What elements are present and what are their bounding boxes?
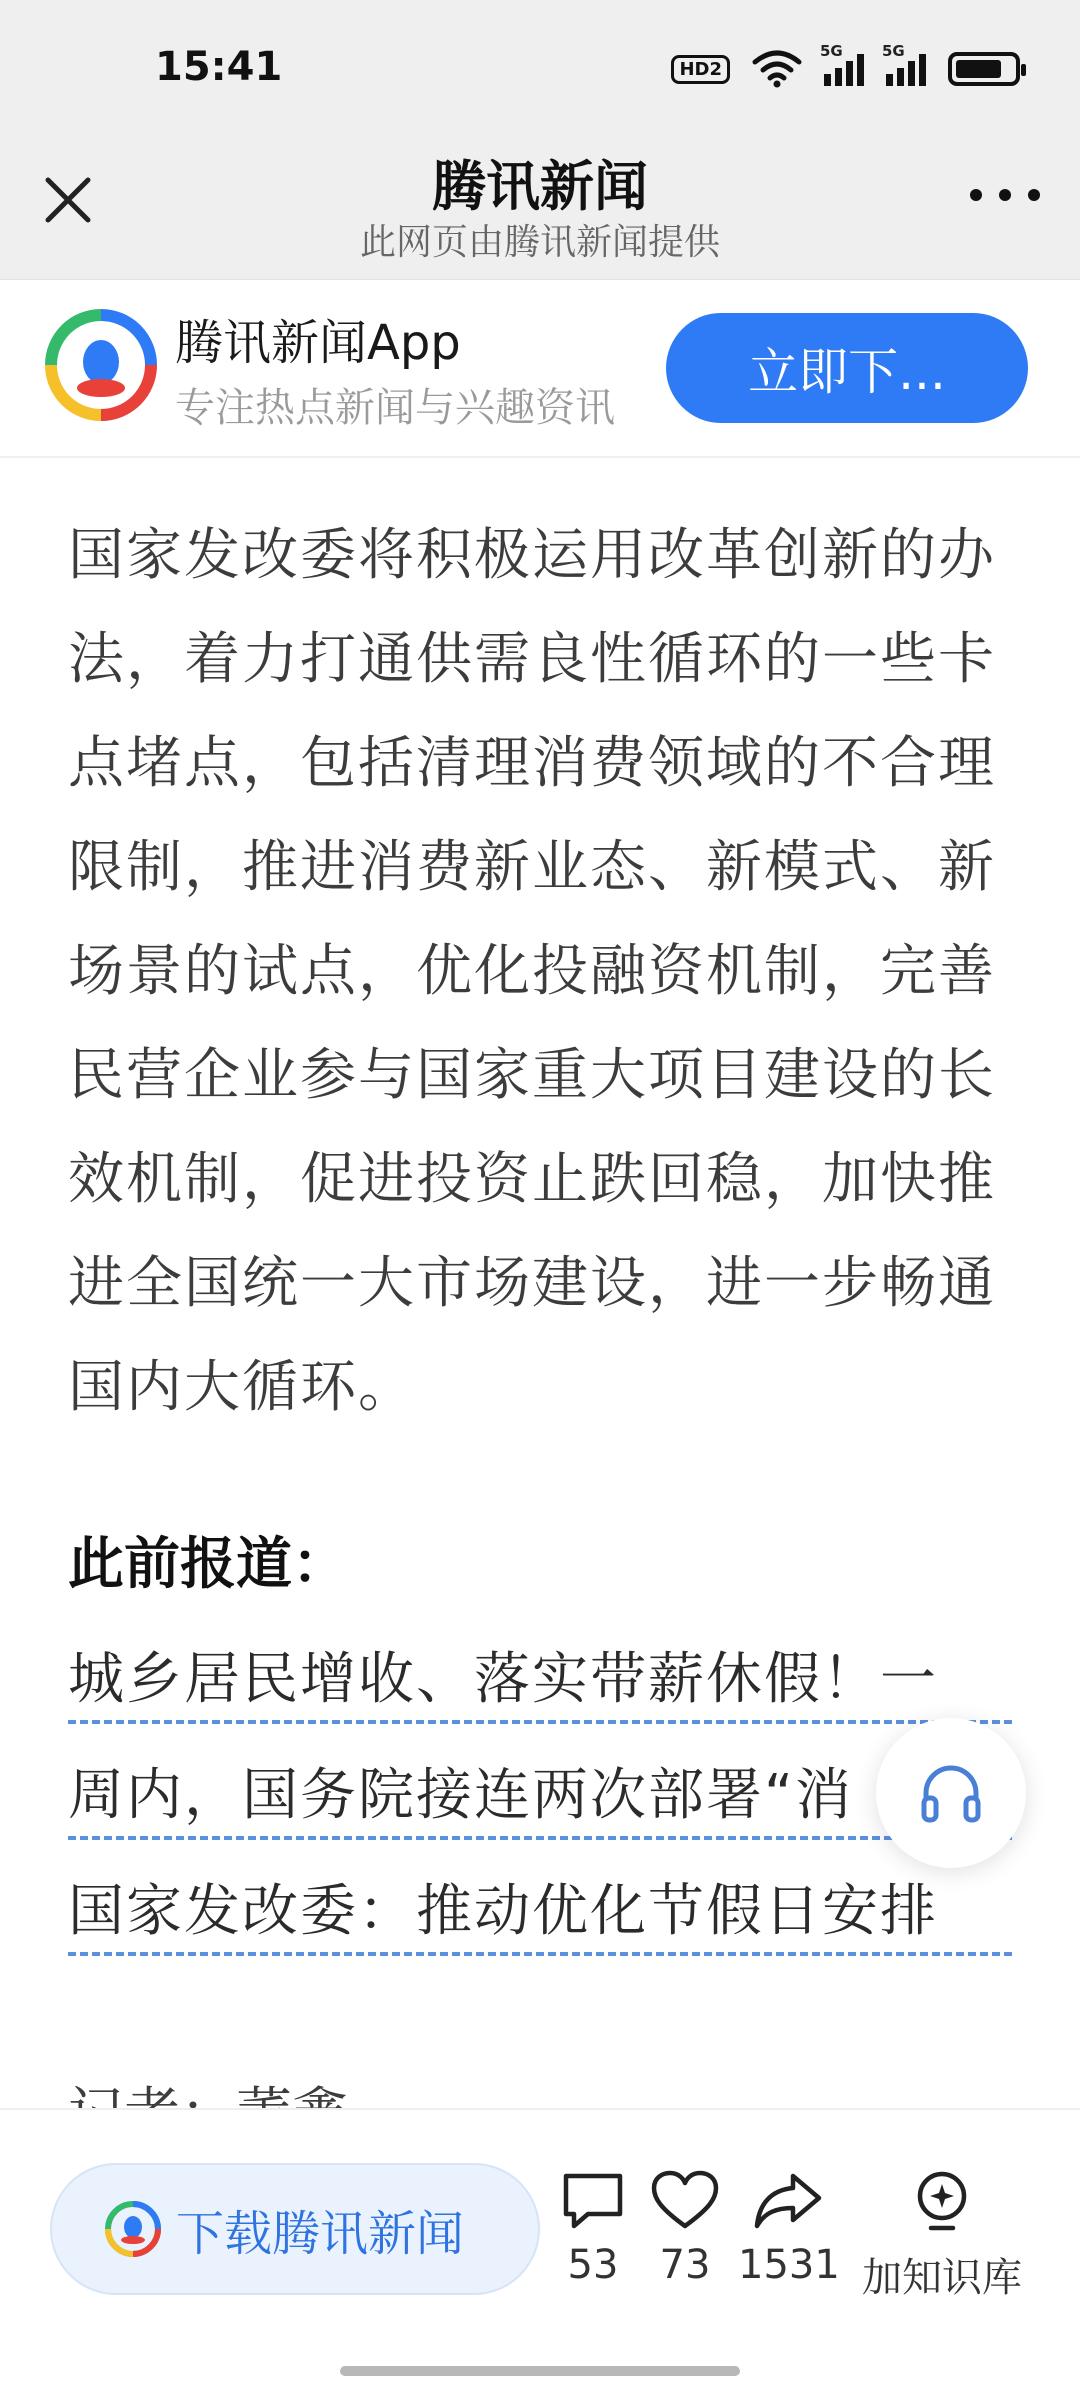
- comment-count: 53: [567, 2242, 619, 2288]
- more-icon[interactable]: [970, 180, 1040, 210]
- lightbulb-icon: [911, 2170, 973, 2236]
- hd-icon: HD2: [671, 55, 730, 84]
- home-indicator[interactable]: [340, 2366, 740, 2376]
- share-icon: [753, 2170, 823, 2232]
- app-banner: [0, 280, 1080, 458]
- page-subtitle: 此网页由腾讯新闻提供: [359, 222, 720, 263]
- wifi-icon: [752, 50, 802, 88]
- related-heading: 此前报道：: [68, 1532, 348, 1597]
- comment-button[interactable]: [558, 2170, 628, 2288]
- battery-level: [956, 60, 1001, 78]
- status-bar: [0, 0, 1080, 140]
- web-header: [0, 140, 1080, 280]
- reporter-line: [68, 2070, 348, 2110]
- page-title: 腾讯新闻: [432, 155, 648, 218]
- status-icons: [671, 42, 1020, 88]
- battery-icon: [948, 52, 1020, 86]
- heart-icon: [650, 2170, 720, 2232]
- knowledge-button[interactable]: [852, 2170, 1032, 2303]
- download-button[interactable]: 立即下...: [666, 313, 1028, 423]
- related-links: [68, 1640, 1012, 1988]
- app-logo: [46, 310, 156, 420]
- app-name: 腾讯新闻App: [175, 315, 461, 371]
- download-app-button[interactable]: [50, 2163, 540, 2295]
- download-app-label: 下载腾讯新闻: [176, 2205, 465, 2262]
- related-link-2[interactable]: 周内，国务院接连两次部署“消: [68, 1756, 1012, 1840]
- comment-icon: [560, 2170, 626, 2232]
- app-slogan: 专注热点新闻与兴趣资讯: [175, 385, 615, 431]
- share-count: 1531: [738, 2242, 840, 2288]
- knowledge-label: 加知识库: [862, 2255, 1022, 2301]
- status-time: 15:41: [155, 44, 283, 90]
- like-button[interactable]: [650, 2170, 720, 2288]
- article-body: [68, 504, 1018, 1440]
- app-logo-small: [104, 2200, 162, 2258]
- like-count: 73: [659, 2242, 711, 2288]
- headphones-icon: [918, 1760, 984, 1826]
- audio-button[interactable]: [876, 1718, 1026, 1868]
- share-button[interactable]: [738, 2170, 838, 2288]
- article-paragraph: 国家发改委将积极运用改革创新的办法，着力打通供需良性循环的一些卡点堵点，包括清理消费领域的不合理限制，推进消费新业态、新模式、新场景的试点，优化投融资机制，完善民营企业参与国家重大项目建设的长效机制，促进投资止跌回稳，加快推进全国统一大市场建设，进一步畅通国内大循环。: [68, 523, 996, 1420]
- signal-icon-1: 5G: [824, 52, 864, 86]
- signal-icon-2: 5G: [886, 52, 926, 86]
- related-link-3[interactable]: 国家发改委：推动优化节假日安排: [68, 1872, 1012, 1956]
- bottom-bar: [0, 2108, 1080, 2400]
- related-link-1[interactable]: 城乡居民增收、落实带薪休假！一: [68, 1640, 1012, 1724]
